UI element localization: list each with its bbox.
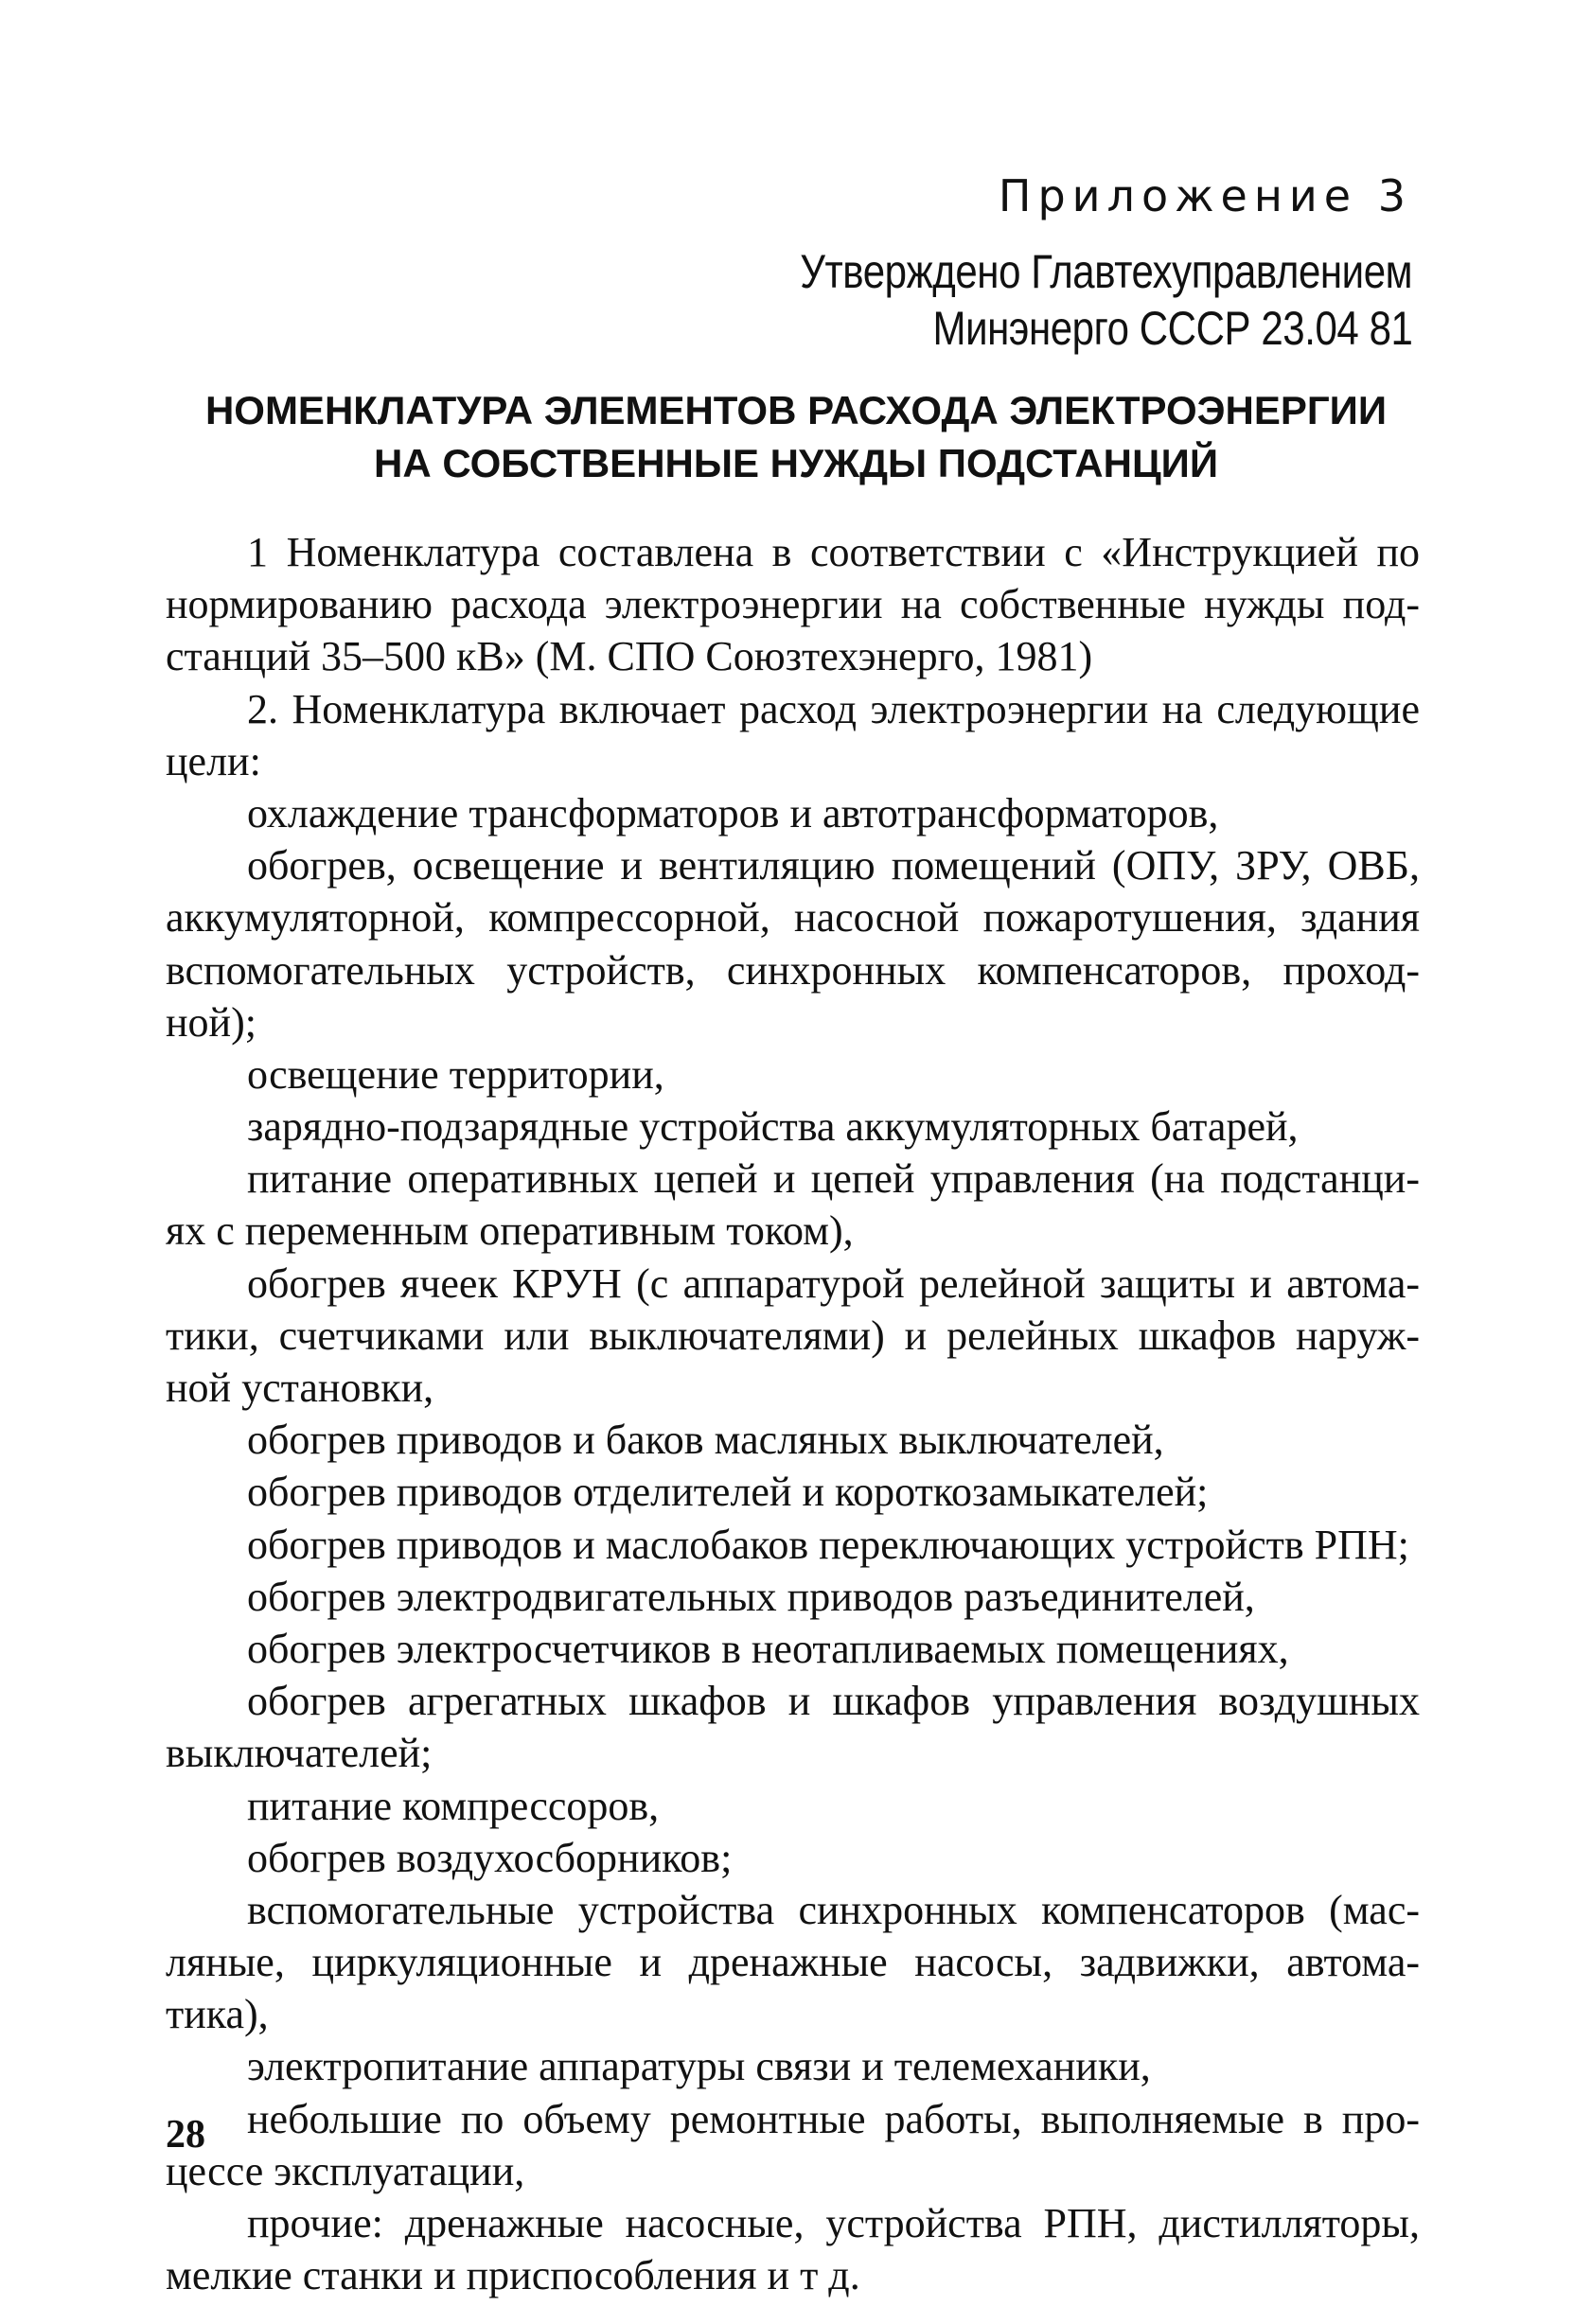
- text-line: нормированию расхода электроэнергии на собственные нужды под-: [166, 581, 1420, 628]
- text-line: прочие: дренажные насосные, устройства РПН, дистилляторы,: [247, 2200, 1420, 2246]
- text-line: обогрев приводов и баков масляных выключателей,: [247, 1417, 1164, 1464]
- approval-line-1: Утверждено Главтехуправлением: [800, 245, 1412, 298]
- document-title-line-2: НА СОБСТВЕННЫЕ НУЖДЫ ПОДСТАНЦИЙ: [373, 441, 1219, 485]
- text-line: цели:: [166, 737, 261, 784]
- text-line: освещение территории,: [247, 1050, 664, 1098]
- text-line: ной установки,: [166, 1364, 434, 1411]
- text-line: цессе эксплуатации,: [166, 2147, 525, 2194]
- text-line: 2. Номенклатура включает расход электроэнергии на следующие: [247, 685, 1420, 732]
- text-line: обогрев агрегатных шкафов и шкафов управления воздушных: [247, 1678, 1420, 1725]
- text-line: аккумуляторной, компрессорной, насосной пожаротушения, здания: [166, 894, 1420, 942]
- document-title-line-1: НОМЕНКЛАТУРА ЭЛЕМЕНТОВ РАСХОДА ЭЛЕКТРОЭНЕРГИИ: [204, 388, 1388, 432]
- page-number: 28: [166, 2113, 205, 2157]
- text-line: обогрев приводов и маслобаков переключающих устройств РПН;: [247, 1521, 1409, 1568]
- text-line: обогрев ячеек КРУН (с аппаратурой релейной защиты и автома-: [247, 1259, 1420, 1307]
- text-line: вспомогательных устройств, синхронных компенсаторов, проход-: [166, 946, 1420, 994]
- text-line: 1 Номенклатура составлена в соответствии с «Инструкцией по: [247, 529, 1420, 575]
- text-line: питание оперативных цепей и цепей управления (на подстанци-: [247, 1155, 1420, 1203]
- text-line: вспомогательные устройства синхронных компенсаторов (мас-: [247, 1886, 1420, 1933]
- text-line: станций 35–500 кВ» (М. СПО Союзтехэнерго, 1981): [166, 633, 1093, 680]
- text-line: обогрев электродвигательных приводов разъединителей,: [247, 1573, 1255, 1620]
- text-line: обогрев воздухосборников;: [247, 1834, 733, 1881]
- text-line: зарядно-подзарядные устройства аккумуляторных батарей,: [247, 1103, 1299, 1151]
- text-line: небольшие по объему ремонтные работы, выполняемые в про-: [247, 2095, 1420, 2142]
- text-line: обогрев электросчетчиков в неотапливаемых помещениях,: [247, 1625, 1289, 1672]
- appendix-label: Приложение 3: [998, 170, 1412, 221]
- text-line: обогрев приводов отделителей и короткозамыкателей;: [247, 1469, 1209, 1516]
- text-line: ляные, циркуляционные и дренажные насосы, задвижки, автома-: [166, 1939, 1420, 1986]
- approval-line-2: Минэнерго СССР 23.04 81: [932, 302, 1412, 355]
- text-line: охлаждение трансформаторов и автотрансформаторов,: [247, 789, 1219, 836]
- body-text: [166, 526, 1420, 2301]
- text-line: тика),: [166, 1991, 269, 2038]
- text-line: электропитание аппаратуры связи и телемеханики,: [247, 2043, 1151, 2090]
- text-line: ной);: [166, 998, 256, 1046]
- text-line: обогрев, освещение и вентиляцию помещений (ОПУ, ЗРУ, ОВБ,: [247, 842, 1420, 889]
- text-line: тики, счетчиками или выключателями) и релейных шкафов наруж-: [166, 1312, 1420, 1359]
- text-line: ях с переменным оперативным током),: [166, 1207, 854, 1255]
- text-line: питание компрессоров,: [247, 1782, 660, 1829]
- text-line: мелкие станки и приспособления и т д.: [166, 2252, 860, 2299]
- text-line: выключателей;: [166, 1730, 433, 1777]
